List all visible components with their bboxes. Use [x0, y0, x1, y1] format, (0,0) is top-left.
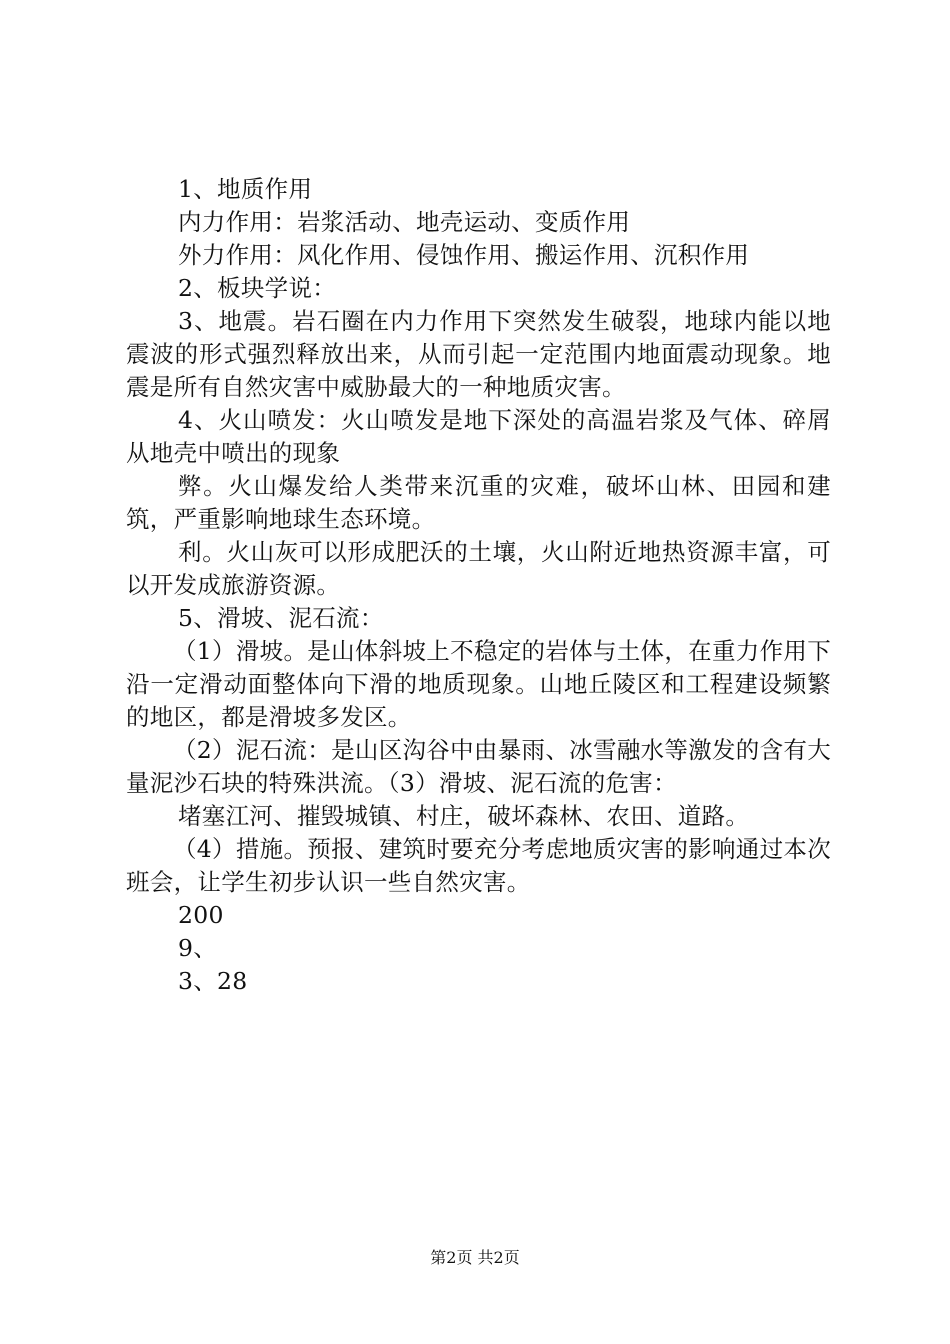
page-footer: 第2页 共2页: [430, 1248, 520, 1267]
paragraph-measures: （4）措施。预报、建筑时要充分考虑地质灾害的影响通过本次班会，让学生初步认识一些自然灾害。: [126, 835, 831, 896]
paragraph-date-year: 200: [178, 901, 224, 929]
paragraph-earthquake: 3、地震。岩石圈在内力作用下突然发生破裂，地球内能以地震波的形式强烈释放出来，从而引起一定范围内地面震动现象。地震是所有自然灾害中威胁最大的一种地质灾害。: [126, 307, 831, 401]
paragraph-volcano: 4、火山喷发：火山喷发是地下深处的高温岩浆及气体、碎屑从地壳中喷出的现象: [126, 406, 831, 467]
document-body: [126, 173, 831, 998]
paragraph-volcano-harm: 弊。火山爆发给人类带来沉重的灾难，破坏山林、田园和建筑，严重影响地球生态环境。: [126, 472, 831, 533]
paragraph-hazards: 堵塞江河、摧毁城镇、村庄，破坏森林、农田、道路。: [178, 802, 750, 830]
paragraph-external-forces: 外力作用：风化作用、侵蚀作用、搬运作用、沉积作用: [178, 241, 750, 269]
paragraph-landslide: （1）滑坡。是山体斜坡上不稳定的岩体与土体，在重力作用下沿一定滑动面整体向下滑的地质现象。山地丘陵区和工程建设频繁的地区，都是滑坡多发区。: [126, 637, 831, 731]
paragraph-debris-flow: （2）泥石流：是山区沟谷中由暴雨、冰雪融水等激发的含有大量泥沙石块的特殊洪流。（3）滑坡、泥石流的危害：: [126, 736, 831, 797]
paragraph-volcano-benefit: 利。火山灰可以形成肥沃的土壤，火山附近地热资源丰富，可以开发成旅游资源。: [126, 538, 831, 599]
paragraph-heading-geologic-action: 1、地质作用: [178, 175, 313, 203]
paragraph-heading-plate-theory: 2、板块学说：: [178, 274, 337, 302]
paragraph-date-day: 3、28: [178, 967, 248, 995]
paragraph-date-month: 9、: [178, 934, 218, 962]
paragraph-internal-forces: 内力作用：岩浆活动、地壳运动、变质作用: [178, 208, 631, 236]
paragraph-heading-landslide: 5、滑坡、泥石流：: [178, 604, 384, 632]
